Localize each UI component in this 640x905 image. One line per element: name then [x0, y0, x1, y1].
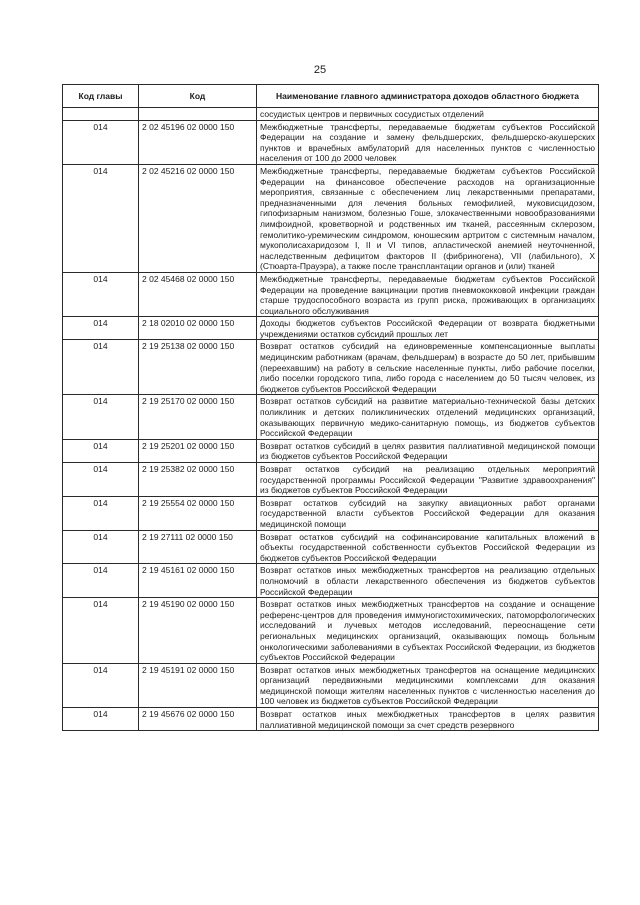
continuation-chapter-cell [63, 108, 139, 121]
table-row [63, 272, 599, 316]
continuation-row [63, 108, 599, 121]
budget-code-cell: 2 19 25554 02 0000 150 [139, 496, 257, 530]
budget-code-cell: 2 19 45676 02 0000 150 [139, 708, 257, 731]
revenue-name-cell: Межбюджетные трансферты, передаваемые бюджетам субъектов Российской Федерации на финансовое обеспечение расходов на организационные мероприятия, связанные с обеспечением лиц лекарственными препаратами, предназначенными для лечения больных гемофилией, муковисцидозом, гипофизарным нанизмом, болезнью Гоше, злокачественными новообразованиями лимфоидной, кроветворной и родственных им тканей, рассеянным склерозом, гемолитико-уремическим синдромом, юношеским артритом с системным началом, мукополисахаридозом I, II и VI типов, апластической анемией неуточненной, наследственным дефицитом факторов II (фибриногена), VII (лабильного), X (Стюарта-Прауэра), а также после трансплантации органов и (или) тканей [257, 164, 599, 272]
table-row [63, 530, 599, 564]
budget-code-cell: 2 19 25201 02 0000 150 [139, 439, 257, 462]
chapter-code-cell: 014 [63, 663, 139, 707]
budget-code-cell: 2 19 45190 02 0000 150 [139, 598, 257, 664]
page-number: 25 [313, 64, 327, 76]
chapter-code-cell: 014 [63, 395, 139, 439]
revenue-administrators-table [62, 84, 599, 731]
revenue-name-cell: Возврат остатков иных межбюджетных трансфертов на создание и оснащение референс-центров для проведения иммуногистохимических, патоморфологических исследований и лучевых методов исследований, переоснащение сети региональных медицинских организаций, оказывающих помощь больным онкологическими заболеваниями в субъектах Российской Федерации, из бюджетов субъектов Российской Федерации [257, 598, 599, 664]
revenue-name-cell: Возврат остатков субсидий на развитие материально-технической базы детских поликлиник и детских поликлинических отделений медицинских организаций, оказывающих первичную медико-санитарную помощь, из бюджетов субъектов Российской Федерации [257, 395, 599, 439]
budget-code-cell: 2 19 25382 02 0000 150 [139, 463, 257, 497]
revenue-name-cell: Возврат остатков иных межбюджетных трансфертов на оснащение медицинских организаций передвижными медицинскими комплексами для оказания медицинской помощи жителям населенных пунктов с численностью населения до 100 человек из бюджетов субъектов Российской Федерации [257, 663, 599, 707]
table-row [63, 317, 599, 340]
revenue-name-cell: Возврат остатков субсидий на софинансирование капитальных вложений в объекты государственной собственности субъектов Российской Федерации из бюджетов субъектов Российской Федерации [257, 530, 599, 564]
table-row [63, 164, 599, 272]
budget-code-cell: 2 02 45468 02 0000 150 [139, 272, 257, 316]
budget-code-cell: 2 19 45161 02 0000 150 [139, 564, 257, 598]
chapter-code-cell: 014 [63, 496, 139, 530]
table-row [63, 663, 599, 707]
continuation-code-cell [139, 108, 257, 121]
continuation-text: сосудистых центров и первичных сосудистых отделений [257, 108, 599, 121]
revenue-name-cell: Возврат остатков субсидий на реализацию отдельных мероприятий государственной программы Российской Федерации "Развитие здравоохранения" из бюджетов субъектов Российской Федерации [257, 463, 599, 497]
budget-code-cell: 2 19 25138 02 0000 150 [139, 340, 257, 395]
revenue-name-cell: Возврат остатков субсидий на единовременные компенсационные выплаты медицинским работникам (врачам, фельдшерам) в возрасте до 50 лет, прибывшим (переехавшим) на работу в сельские населенные пункты, либо рабочие поселки, либо поселки городского типа, либо города с населением до 50 тысяч человек, из бюджетов субъектов Российской Федерации [257, 340, 599, 395]
table-row [63, 708, 599, 731]
header-name: Наименование главного администратора доходов областного бюджета [257, 85, 599, 108]
revenue-name-cell: Возврат остатков иных межбюджетных трансфертов в целях развития паллиативной медицинской помощи за счет средств резервного [257, 708, 599, 731]
revenue-name-cell: Возврат остатков субсидий в целях развития паллиативной медицинской помощи из бюджетов субъектов Российской Федерации [257, 439, 599, 462]
chapter-code-cell: 014 [63, 708, 139, 731]
revenue-name-cell: Межбюджетные трансферты, передаваемые бюджетам субъектов Российской Федерации на создание и замену фельдшерских, фельдшерско-акушерских пунктов и врачебных амбулаторий для населенных пунктов с численностью населения от 100 до 2000 человек [257, 120, 599, 164]
table-body [63, 108, 599, 731]
table-row [63, 340, 599, 395]
chapter-code-cell: 014 [63, 564, 139, 598]
table-row [63, 463, 599, 497]
header-chapter-code: Код главы [63, 85, 139, 108]
chapter-code-cell: 014 [63, 272, 139, 316]
revenue-name-cell: Доходы бюджетов субъектов Российской Федерации от возврата бюджетными учреждениями остатков субсидий прошлых лет [257, 317, 599, 340]
budget-code-cell: 2 19 25170 02 0000 150 [139, 395, 257, 439]
chapter-code-cell: 014 [63, 439, 139, 462]
revenue-name-cell: Межбюджетные трансферты, передаваемые бюджетам субъектов Российской Федерации на проведение вакцинации против пневмококковой инфекции граждан старше трудоспособного возраста из групп риска, проживающих в организациях социального обслуживания [257, 272, 599, 316]
budget-code-cell: 2 19 27111 02 0000 150 [139, 530, 257, 564]
table-row [63, 564, 599, 598]
chapter-code-cell: 014 [63, 164, 139, 272]
chapter-code-cell: 014 [63, 463, 139, 497]
budget-code-cell: 2 02 45196 02 0000 150 [139, 120, 257, 164]
chapter-code-cell: 014 [63, 340, 139, 395]
header-code: Код [139, 85, 257, 108]
chapter-code-cell: 014 [63, 530, 139, 564]
table-row [63, 395, 599, 439]
chapter-code-cell: 014 [63, 598, 139, 664]
chapter-code-cell: 014 [63, 317, 139, 340]
budget-code-cell: 2 02 45216 02 0000 150 [139, 164, 257, 272]
table-row [63, 496, 599, 530]
chapter-code-cell: 014 [63, 120, 139, 164]
revenue-name-cell: Возврат остатков иных межбюджетных трансфертов на реализацию отдельных полномочий в области лекарственного обеспечения из бюджетов субъектов Российской Федерации [257, 564, 599, 598]
table-row [63, 598, 599, 664]
table-header-row [63, 85, 599, 108]
budget-code-cell: 2 19 45191 02 0000 150 [139, 663, 257, 707]
table-row [63, 439, 599, 462]
budget-code-cell: 2 18 02010 02 0000 150 [139, 317, 257, 340]
table-row [63, 120, 599, 164]
revenue-name-cell: Возврат остатков субсидий на закупку авиационных работ органами государственной власти субъектов Российской Федерации для оказания медицинской помощи [257, 496, 599, 530]
